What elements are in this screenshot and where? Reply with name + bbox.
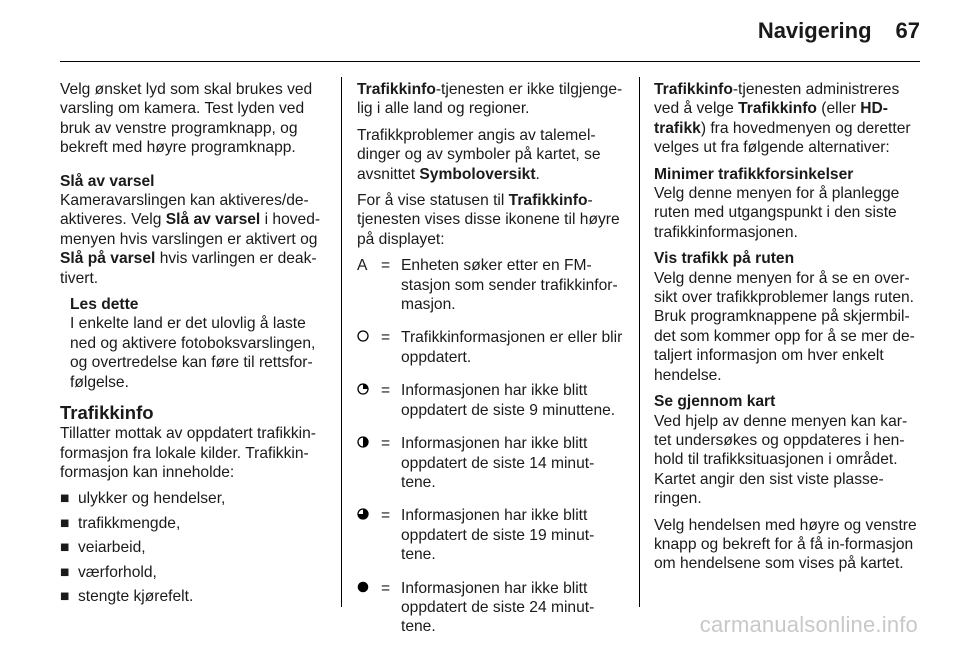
list-item [60, 514, 326, 533]
text-run: -tjenesten er ikke tilgjenge-lig i alle land og regioner. [357, 81, 623, 118]
definition-item [357, 256, 623, 314]
bullet-icon: ■ [60, 587, 70, 605]
bullet-icon: ■ [60, 539, 70, 557]
list-item-text: stengte kjørefelt. [78, 587, 194, 605]
section-sla-av-varsel [60, 172, 326, 288]
equals-sign: = [381, 435, 391, 453]
bold-term: Trafikkinfo [738, 100, 817, 118]
circle-full-icon [357, 579, 381, 637]
text-run: -tjenesten vises disse ikonene til høyre på displayet: [357, 192, 620, 248]
page-title: Navigering [757, 18, 872, 43]
circle-half-icon [357, 434, 381, 492]
column-divider [341, 77, 342, 607]
definition-item [357, 579, 623, 637]
column-divider [639, 77, 640, 607]
section-text: Ved hjelp av denne menyen kan kar-tet undersøkes og oppdateres i hen-hold til trafikksituasjonen i området. Kartet angir den sist viste plasse-ringen. [654, 412, 908, 508]
text-run: (eller [816, 100, 861, 118]
bullet-icon: ■ [60, 514, 70, 532]
text-run: hvis varlingen er deak-tivert. [60, 250, 317, 287]
section-heading: Se gjennom kart [654, 393, 776, 411]
bold-term: Trafikkinfo [508, 192, 588, 210]
note-text: I enkelte land er det ulovlig å laste ned og aktivere fotoboksvarslingen, og overtredelse kan føre til rettsfor-følgelse. [70, 315, 316, 391]
list-item [60, 538, 326, 557]
paragraph [654, 80, 924, 158]
text-run: i hoved-menyen hvis varslingen er aktivert og [60, 211, 321, 248]
circle-three-quarter-icon [357, 506, 381, 564]
circle-quarter-icon [357, 381, 381, 420]
status-symbol-a: A [357, 257, 368, 275]
bullet-icon: ■ [60, 563, 70, 581]
list-item-text: trafikkmengde, [78, 514, 181, 532]
text-run: Trafikkproblemer angis av talemel-dinger og av symboler på kartet, se avsnittet [357, 126, 601, 183]
column-3 [654, 80, 924, 581]
paragraph: Velg hendelsen med høyre og venstre knapp og bekreft for å få in-formasjon om hendelsene som vises på kartet. [654, 516, 917, 573]
trafikkinfo-text: Tillatter mottak av oppdatert trafikkin-formasjon fra lokale kilder. Trafikkin-formasjon kan inneholde: [60, 425, 316, 481]
bold-term: Symboloversikt [419, 165, 536, 183]
watermark: carmanualsonline.info [699, 612, 918, 637]
text-run: . [535, 165, 540, 183]
bold-term: Slå på varsel [60, 250, 156, 268]
header-rule [60, 61, 920, 62]
note-heading: Les dette [70, 296, 139, 314]
list-item [60, 489, 326, 508]
definition-item [357, 434, 623, 492]
list-item-text: ulykker og hendelser, [78, 490, 226, 508]
page-number: 67 [895, 18, 920, 43]
bold-term: Trafikkinfo [357, 81, 436, 98]
bullet-icon: ■ [60, 490, 70, 508]
bold-term: Trafikkinfo [654, 81, 733, 98]
equals-sign: = [381, 579, 391, 597]
definition-item [357, 381, 623, 420]
column-1 [60, 80, 326, 611]
paragraph [357, 126, 623, 184]
list-item [60, 563, 326, 582]
intro-paragraph: Velg ønsket lyd som skal brukes ved varsling om kamera. Test lyden ved bruk av venstre programknapp, og bekreft med høyre programknapp. [60, 81, 313, 157]
definition-text: Enheten søker etter en FM-stasjon som sender trafikkinfor-masjon. [401, 257, 618, 314]
definition-item [357, 506, 623, 564]
list-item-text: veiarbeid, [78, 539, 146, 557]
page-header [758, 18, 920, 44]
equals-sign: = [381, 257, 391, 275]
equals-sign: = [381, 329, 391, 347]
section-text [60, 191, 326, 288]
definition-text: Informasjonen har ikke blitt oppdatert de siste 9 minuttene. [401, 382, 616, 419]
definition-item [357, 328, 623, 367]
text-run: Kameravarslingen kan aktiveres/de-aktiveres. Velg [60, 192, 309, 229]
text-run: For å vise statusen til [357, 192, 509, 210]
section-text: Velg denne menyen for å se en over-sikt over trafikkproblemer langs ruten. Bruk programknappene på skjermbil-det som kommer opp for å se mer de-taljert informasjon om hver enkelt hendelse. [654, 269, 915, 384]
definition-text: Informasjonen har ikke blitt oppdatert de siste 24 minut-tene. [401, 579, 595, 636]
trafikkinfo-heading: Trafikkinfo [60, 402, 154, 424]
column-2 [357, 80, 623, 651]
section-heading: Vis trafikk på ruten [654, 250, 795, 268]
definition-text: Informasjonen har ikke blitt oppdatert de siste 14 minut-tene. [401, 435, 595, 491]
text-run: ) fra hovedmenyen og deretter velges ut fra følgende alternativer: [654, 119, 911, 157]
circle-empty-icon [357, 328, 381, 367]
definition-text: Trafikkinformasjonen er eller blir oppdatert. [401, 329, 623, 366]
text-run: -tjenesten administreres ved å velge [654, 81, 900, 118]
equals-sign: = [381, 382, 391, 400]
paragraph [357, 80, 623, 119]
section-text: Velg denne menyen for å planlegge ruten med utgangspunkt i den siste trafikkinformasjonen. [654, 185, 900, 241]
bold-term: HD-trafikk [654, 100, 888, 137]
list-item-text: værforhold, [78, 563, 157, 581]
equals-sign: = [381, 507, 391, 525]
section-heading: Slå av varsel [60, 172, 155, 190]
list-item [60, 587, 326, 606]
section-heading: Minimer trafikkforsinkelser [654, 165, 854, 183]
bullet-list [60, 489, 326, 606]
paragraph [357, 191, 623, 249]
bold-term: Slå av varsel [165, 211, 261, 229]
note-box [60, 295, 326, 392]
definition-text: Informasjonen har ikke blitt oppdatert de siste 19 minut-tene. [401, 507, 595, 564]
